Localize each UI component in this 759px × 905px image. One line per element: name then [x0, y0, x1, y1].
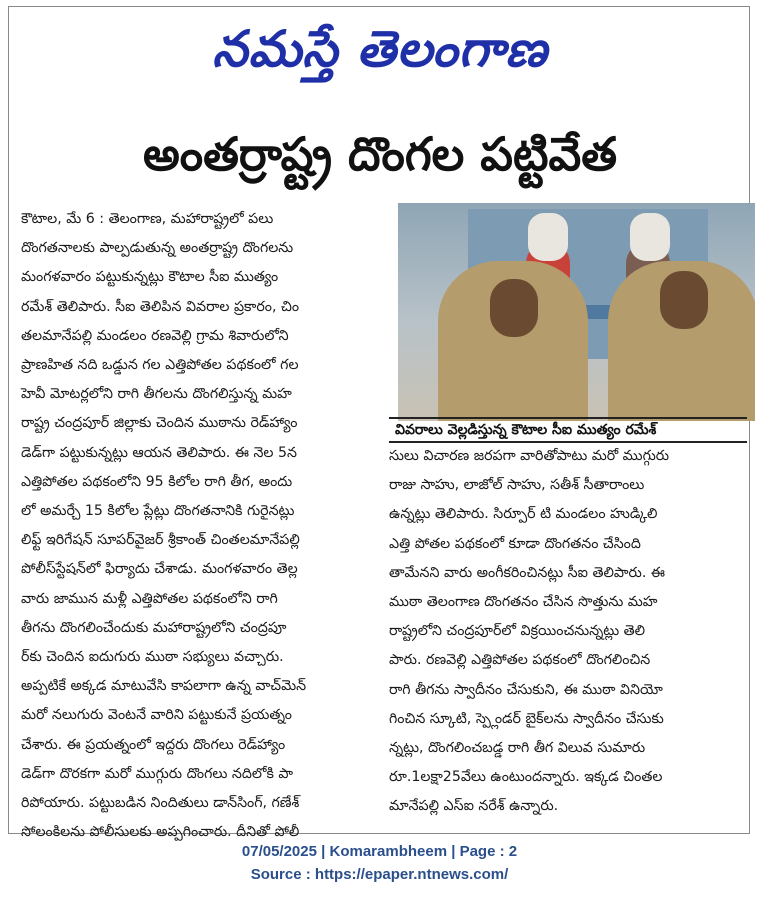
article-right-column: సులు విచారణ జరపగా వారితోపాటు మరో ముగ్గురు రాజు సాహు, లాజోల్ సాహు, సతీశ్ సీతారాంలు ఉన్నట్లు తెలిపారు. సిర్పూర్ టి మండలం హుడ్కిలి ఎత్తి పోతల పథకంలో కూడా దొంగతనం చేసింది తామేనని వారు అంగీకరించినట్లు సీఐ తెలిపారు. ఈ ముఠా తెలంగాణ దొంగతనం చేసిన సొత్తును మహ రాష్ట్రలోని చంద్రపూర్‌లో విక్రయించనున్నట్లు తెలి పారు. రణవెల్లి ఎత్తిపోతల పథకంలో దొంగలించిన రాగి తీగను స్వాదీనం చేసుకుని, ఈ ముఠా వినియో గించిన స్కూటి, స్ప్లెండర్ బైక్‌లను స్వాదీనం చేసుకు న్నట్లు, దొంగలించబడ్డ రాగి తీగ విలువ సుమారు రూ.1లక్షా25వేలు ఉంటుందన్నారు. ఇక్కడ చింతల మానేపల్లి ఎస్ఐ నరేశ్ ఉన్నారు. — [389, 448, 670, 815]
source-link[interactable]: Source : https://epaper.ntnews.com/ — [250, 866, 509, 883]
photo-face-mask — [528, 213, 568, 261]
photo-officer-head — [660, 271, 708, 329]
photo-officer-head — [490, 279, 538, 337]
clipping-frame — [8, 6, 750, 841]
article-left-column: కౌటాల, మే 6 : తెలంగాణ, మహారాష్ట్రలో పలు దొంగతనాలకు పాల్పడుతున్న అంతర్రాష్ట్ర దొంగలను మంగళవారం పట్టుకున్నట్లు కౌటాల సీఐ ముత్యం రమేశ్ తెలిపారు. సీఐ తెలిపిన వివరాల ప్రకారం, చిం తలమానేపల్లి మండలం రణవెల్లి గ్రామ శివారులోని ప్రాణహిత నది ఒడ్డున గల ఎత్తిపోతల పథకంలో గల హెవీ మోటర్లలోని రాగి తీగలను దొంగలిస్తున్న మహ రాష్ట్ర చంద్రపూర్ జిల్లాకు చెందిన ముఠాను రెడ్‌హ్యాం డెడ్‌గా పట్టుకున్నట్లు ఆయన తెలిపారు. ఈ నెల 5న ఎత్తిపోతల పథకంలోని 95 కిలోల రాగి తీగ, అందు లో అమర్చే 15 కిలోల ప్లేట్లు దొంగతనానికి గురైనట్లు లిఫ్ట్ ఇరిగేషన్ సూపర్‌వైజర్ శ్రీకాంత్ చింతలమానేపల్లి పోలీస్‌స్టేషన్‌లో ఫిర్యాదు చేశాడు. మంగళవారం తెల్ల వారు జామున మళ్లీ ఎత్తిపోతల పథకంలోని రాగి తీగను దొంగలించేందుకు మహారాష్ట్రలోని చంద్రపూ ర్‌కు చెందిన ఐదుగురు ముఠా సభ్యులు వచ్చారు. అప్పటికే అక్కడ మాటువేసి కాపలాగా ఉన్న వాచ్‌మెన్ మరో నలుగురు వెంటనే వారిని పట్టుకునే ప్రయత్నం చేశారు. ఈ ప్రయత్నంలో ఇద్దరు దొంగలు రెడ్‌హ్యాం డెడ్‌గా దొరకగా మరో ముగ్గురు దొంగలు నదిలోకి పా రిపోయారు. పట్టుబడిన నిందితులు డాన్‌సింగ్, గణేశ్ సోలంకిలను పోలీసులకు అప్పగించారు. దీనితో పోలీ — [21, 211, 307, 841]
article-photo — [398, 203, 755, 421]
photo-face-mask — [630, 213, 670, 261]
photo-caption: వివరాలు వెల్లడిస్తున్న కౌటాల సీఐ ముత్యం రమేశ్ — [389, 417, 747, 443]
newspaper-masthead: నమస్తే తెలంగాణ — [212, 20, 548, 78]
edition-info: 07/05/2025 | Komarambheem | Page : 2 — [241, 843, 518, 860]
article-headline: అంతర్రాష్ట్ర దొంగల పట్టివేత — [143, 127, 617, 181]
